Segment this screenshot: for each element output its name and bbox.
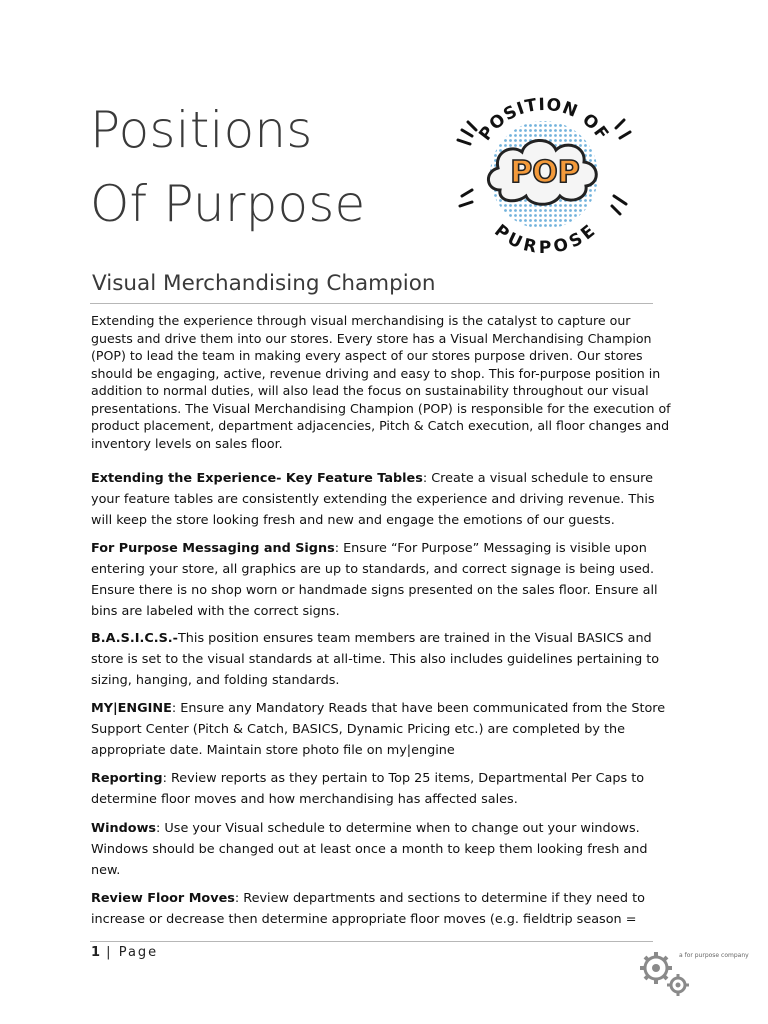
title-line-1: Positions [90,101,313,159]
section-messaging-signs [91,538,676,622]
section-body: Ensure “For Purpose” Messaging is visible upon entering your store, all graphics are up to standards, and correct signage is being used. Ensure there is no shop worn or handmade signs presented on the sales floor. Ensure all bins are labeled with the correct signs. [91,541,658,619]
section-heading: For Purpose Messaging and Signs [91,541,335,556]
page-title [90,102,366,250]
section-body: Review reports as they pertain to Top 25 items, Departmental Per Caps to determine floor moves and how merchandising has affected sales. [91,771,645,807]
section-separator: : [162,771,171,786]
section-heading: Reporting [91,771,163,786]
section-windows [91,818,676,881]
section-basics [91,628,676,691]
section-body: Use your Visual schedule to determine when to change out your windows. Windows should be changed out at least once a month to keep them looking fresh and new. [91,821,648,878]
intro-paragraph: Extending the experience through visual merchandising is the catalyst to capture our guests and drive them into our stores. Every store has a Visual Merchandising Champion (POP) to lead the team in making every aspect of our stores purpose driven. Our stores should be engaging, active, revenue driving and easy to shop. This for-purpose position in addition to normal duties, will also lead the focus on sustainability throughout our visual presentations. The Visual Merchandising Champion (POP) is responsible for the execution of product placement, department adjacencies, Pitch & Catch execution, all floor changes and inventory levels on sales floor. [91,313,671,451]
pop-logo-center-text: POP [510,155,580,190]
pop-logo [448,78,638,268]
section-reporting [91,768,676,810]
section-heading: Windows [91,821,157,836]
section-heading: MY|ENGINE [91,701,172,716]
section-body: Create a visual schedule to ensure your feature tables are consistently extending the experience and driving revenue. This will keep the store looking fresh and new and engage the emotions of our guests. [91,471,655,528]
section-my-engine [91,698,676,761]
section-separator: : [234,891,244,906]
page-number [91,945,158,960]
section-heading: Extending the Experience- Key Feature Tables [91,471,423,486]
pop-logo-bottom-text: PURPOSE [490,220,600,259]
company-logo-text: a for purpose company [679,952,749,959]
title-line-2: Of Purpose [90,175,366,233]
section-floor-moves [91,888,676,930]
footer-divider [90,941,653,942]
section-body: Ensure any Mandatory Reads that have been communicated from the Store Support Center (Pitch & Catch, BASICS, Dynamic Pricing etc.) are completed by the appropriate date. Maintain store photo file on my|engine [91,701,666,758]
section-key-feature-tables [91,468,676,531]
section-separator: : [171,701,181,716]
section-separator: : [422,471,432,486]
page-subtitle: Visual Merchandising Champion [92,271,436,296]
section-body: This position ensures team members are trained in the Visual BASICS and store is set to the visual standards at all-time. This also includes guidelines pertaining to sizing, hanging, and folding standards. [91,631,660,688]
page-number-value: 1 [91,945,101,960]
section-heading: Review Floor Moves [91,891,235,906]
company-gear-logo [634,946,749,998]
section-separator: : [334,541,344,556]
page-label: | Page [100,945,159,960]
header-divider [90,303,653,304]
section-body: Review departments and sections to determine if they need to increase or decrease then determine appropriate floor moves (e.g. fieldtrip season = [91,891,645,927]
pop-logo-top-text: POSITION OF [475,94,613,145]
section-heading: B.A.S.I.C.S.- [91,631,178,646]
section-separator: : [156,821,165,836]
